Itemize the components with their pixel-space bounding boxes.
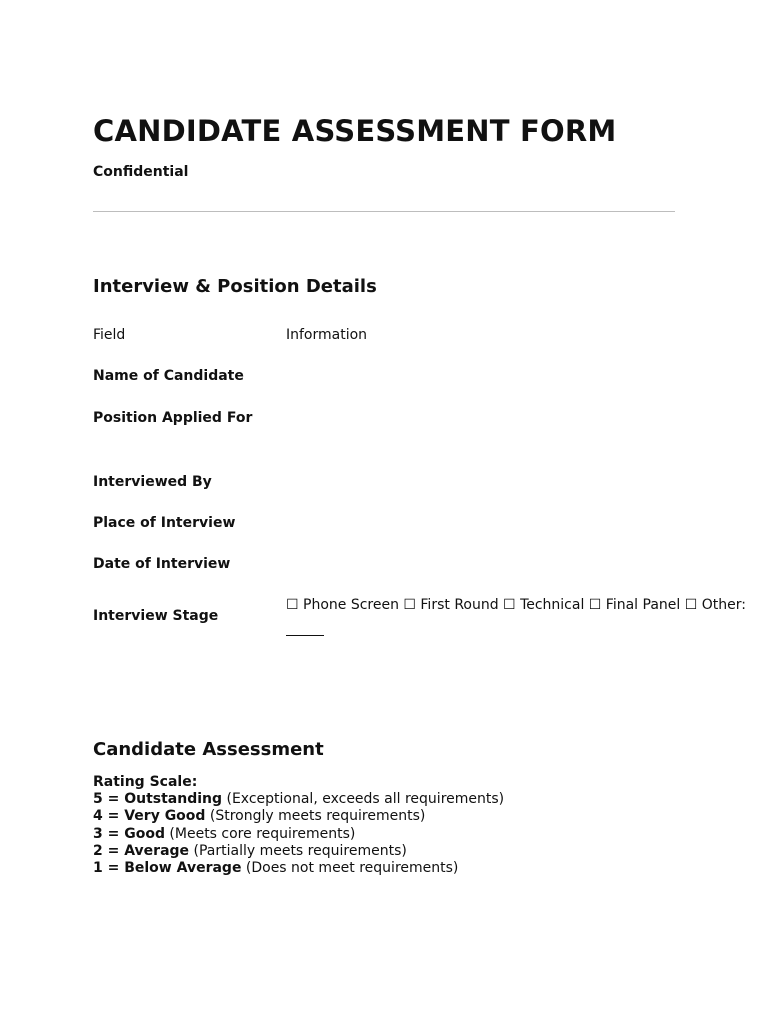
rating-2: 2 = Average (Partially meets requirements) [93, 842, 407, 859]
interview-stage-options[interactable]: ☐ Phone Screen ☐ First Round ☐ Technical ☐ Final Panel ☐ Other: [286, 597, 746, 613]
date-of-interview-label: Date of Interview [93, 556, 231, 572]
page-title: CANDIDATE ASSESSMENT FORM [93, 114, 617, 148]
name-of-candidate-label: Name of Candidate [93, 368, 244, 384]
table-header-information: Information [286, 327, 368, 343]
assessment-section-heading: Candidate Assessment [93, 739, 324, 760]
interview-stage-label: Interview Stage [93, 608, 219, 624]
rating-3: 3 = Good (Meets core requirements) [93, 825, 356, 842]
rating-1: 1 = Below Average (Does not meet requirements) [93, 860, 459, 877]
confidential-label: Confidential [93, 164, 189, 180]
interviewed-by-label: Interviewed By [93, 474, 212, 490]
table-header-field: Field [93, 327, 126, 343]
details-section-heading: Interview & Position Details [93, 276, 377, 297]
position-applied-for-label: Position Applied For [93, 410, 253, 426]
rating-5: 5 = Outstanding (Exceptional, exceeds all requirements) [93, 791, 505, 808]
rating-4: 4 = Very Good (Strongly meets requirements) [93, 808, 426, 825]
rating-scale [93, 774, 504, 877]
rating-scale-title: Rating Scale: [93, 774, 198, 790]
divider [93, 211, 675, 212]
other-blank-line [286, 635, 324, 636]
place-of-interview-label: Place of Interview [93, 515, 236, 531]
